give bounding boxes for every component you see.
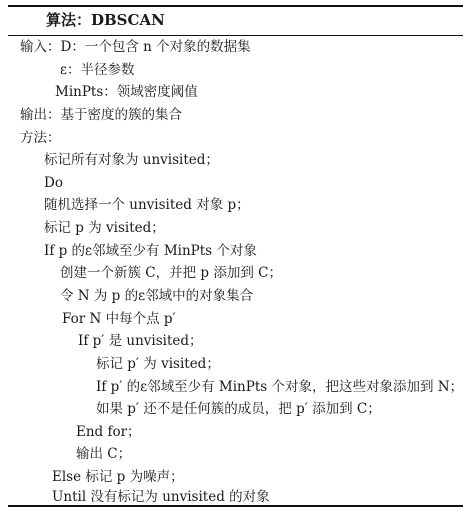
code-line: 令 N 为 p 的ε邻域中的对象集合 <box>60 288 254 304</box>
input-line: 输入：D：一个包含 n 个对象的数据集 <box>20 39 251 55</box>
code-line: 标记 p 为 visited； <box>44 220 165 236</box>
method-line: 方法： <box>20 130 61 146</box>
code-line: End for； <box>76 424 141 440</box>
code-line: If p 的ε邻域至少有 MinPts 个对象 <box>44 243 257 259</box>
code-line: 输出 C； <box>76 446 132 462</box>
code-line: 标记所有对象为 unvisited； <box>44 152 219 168</box>
output-line: 输出：基于密度的簇的集合 <box>20 107 182 123</box>
code-line: If p′ 的ε邻域至少有 MinPts 个对象，把这些对象添加到 N； <box>96 379 464 395</box>
code-line: Else 标记 p 为噪声； <box>52 469 184 485</box>
algorithm-title: 算法：DBSCAN <box>46 11 165 29</box>
epsilon-param-line: ε：半径参数 <box>60 62 135 78</box>
code-line: If p′ 是 unvisited； <box>78 333 203 349</box>
code-line: 创建一个新簇 C，并把 p 添加到 C； <box>60 265 282 281</box>
header-rule <box>8 35 463 36</box>
code-line: Do <box>44 175 63 191</box>
code-line: 标记 p′ 为 visited； <box>96 356 220 372</box>
bottom-rule <box>8 505 463 507</box>
code-line: Until 没有标记为 unvisited 的对象 <box>52 489 270 505</box>
code-line: For N 中每个点 p′ <box>62 311 176 327</box>
minpts-param-line: MinPts：领域密度阈值 <box>55 84 198 100</box>
code-line: 如果 p′ 还不是任何簇的成员，把 p′ 添加到 C； <box>96 401 381 417</box>
top-rule <box>8 5 463 7</box>
code-line: 随机选择一个 unvisited 对象 p； <box>44 197 250 213</box>
